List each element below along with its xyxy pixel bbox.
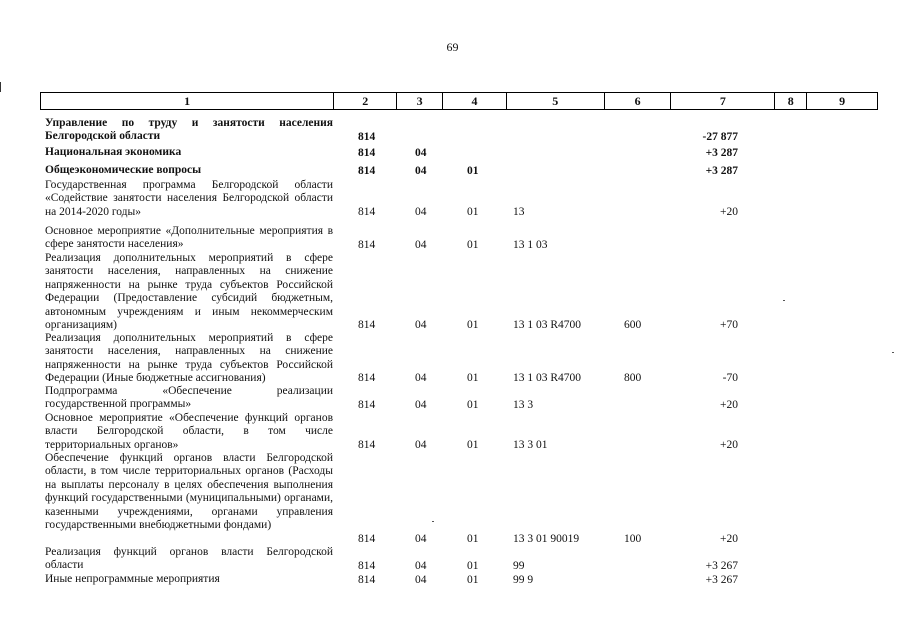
row-cell-c4: 01 [467,318,479,331]
row-cell-c3: 04 [415,532,427,545]
row-description: Общеэкономические вопросы [45,164,202,176]
row-cell-c5: 13 3 01 90019 [513,532,580,545]
row-cell-c4: 01 [467,238,479,251]
row-cell-c3: 04 [415,438,427,451]
row-cell-c4: 01 [467,371,479,384]
row-cell-c7: +3 267 [705,559,738,572]
row-description: Государственная программа Белгородской области «Содействие занятости населения Белгородской области на 2014-2020 годы» [45,179,333,218]
row-cell-c2: 814 [358,164,376,177]
table-header [40,92,878,110]
row-cell-c2: 814 [358,205,376,218]
row-cell-c3: 04 [415,146,427,159]
row-cell-c5: 13 1 03 R4700 [513,318,582,331]
scan-edge-mark [0,82,1,92]
row-description: Основное мероприятие «Дополнительные мероприятия в сфере занятости населения» [45,225,333,251]
page-number: 69 [446,40,459,54]
header-col-4: 4 [443,93,507,109]
row-cell-c2: 814 [358,238,376,251]
row-description: Иные непрограммные мероприятия [45,573,220,585]
row-cell-c4: 01 [467,164,479,177]
row-description: Реализация дополнительных мероприятий в сфере занятости населения, направленных на снижение напряженности на рынке труда субъектов Российской Федерации (Иные бюджетные ассигнования) [45,332,333,385]
header-col-2: 2 [334,93,397,109]
row-cell-c7: +20 [720,398,738,411]
row-cell-c7: +20 [720,438,738,451]
row-cell-c3: 04 [415,164,427,177]
row-cell-c7: +70 [720,318,738,331]
row-cell-c7: +20 [720,205,738,218]
scan-speck [892,352,894,353]
row-cell-c3: 04 [415,371,427,384]
row-cell-c6: 100 [624,532,642,545]
row-cell-c4: 01 [467,559,479,572]
header-col-9: 9 [839,94,846,108]
row-cell-c2: 814 [358,438,376,451]
row-cell-c3: 04 [415,318,427,331]
row-cell-c2: 814 [358,146,376,159]
header-col-1: 1 [41,93,334,109]
row-cell-c7: -70 [722,371,738,384]
row-cell-c6: 600 [624,318,642,331]
row-cell-c6: 800 [624,371,642,384]
row-cell-c3: 04 [415,559,427,572]
row-cell-c2: 814 [358,559,376,572]
row-cell-c5: 13 1 03 [513,238,548,251]
row-cell-c5: 99 [513,559,525,572]
row-description: Основное мероприятие «Обеспечение функций органов власти Белгородской области, в том числе территориальных органов» [45,412,333,451]
row-cell-c4: 01 [467,398,479,411]
row-cell-c3: 04 [415,205,427,218]
row-cell-c2: 814 [358,318,376,331]
row-cell-c4: 01 [467,532,479,545]
row-cell-c2: 814 [358,573,376,586]
row-description: Национальная экономика [45,146,182,158]
row-cell-c7: -27 877 [702,130,738,143]
row-cell-c5: 13 1 03 R4700 [513,371,582,384]
row-description: Обеспечение функций органов власти Белгородской области, в том числе территориальных органов (Расходы на выплаты персоналу в целях обеспечения выполнения функций государственными (муниципальными) органами, казенными учреждениями, органами управления государственными внебюджетными фондами) [45,452,333,532]
scan-speck [432,521,434,522]
row-cell-c7: +3 287 [705,146,738,159]
scan-speck [783,300,785,301]
row-cell-c7: +3 267 [705,573,738,586]
row-cell-c3: 04 [415,398,427,411]
row-cell-c3: 04 [415,238,427,251]
row-cell-c2: 814 [358,130,376,143]
row-description: Реализация функций органов власти Белгородской области [45,546,333,572]
row-cell-c5: 13 [513,205,525,218]
row-cell-c2: 814 [358,371,376,384]
row-cell-c2: 814 [358,532,376,545]
row-description: Реализация дополнительных мероприятий в сфере занятости населения, направленных на снижение напряженности на рынке труда субъектов Российской Федерации (Предоставление субсидий бюджетным, автономным учреждениям и иным некоммерческим организациям) [45,252,333,332]
row-cell-c7: +20 [720,532,738,545]
header-col-5: 5 [507,93,605,109]
row-cell-c5: 13 3 01 [513,438,548,451]
row-cell-c4: 01 [467,205,479,218]
row-cell-c5: 99 9 [513,573,534,586]
header-col-8: 8 [775,93,807,109]
row-cell-c2: 814 [358,398,376,411]
row-description: Подпрограмма «Обеспечение реализации государственной программы» [45,385,333,411]
row-cell-c4: 01 [467,438,479,451]
row-cell-c7: +3 287 [705,164,738,177]
header-col-6: 6 [605,93,672,109]
row-description: Управление по труду и занятости населения Белгородской области [45,117,333,143]
header-col-3: 3 [397,93,443,109]
row-cell-c5: 13 3 [513,398,534,411]
header-col-7: 7 [671,93,775,109]
row-cell-c4: 01 [467,573,479,586]
row-cell-c3: 04 [415,573,427,586]
